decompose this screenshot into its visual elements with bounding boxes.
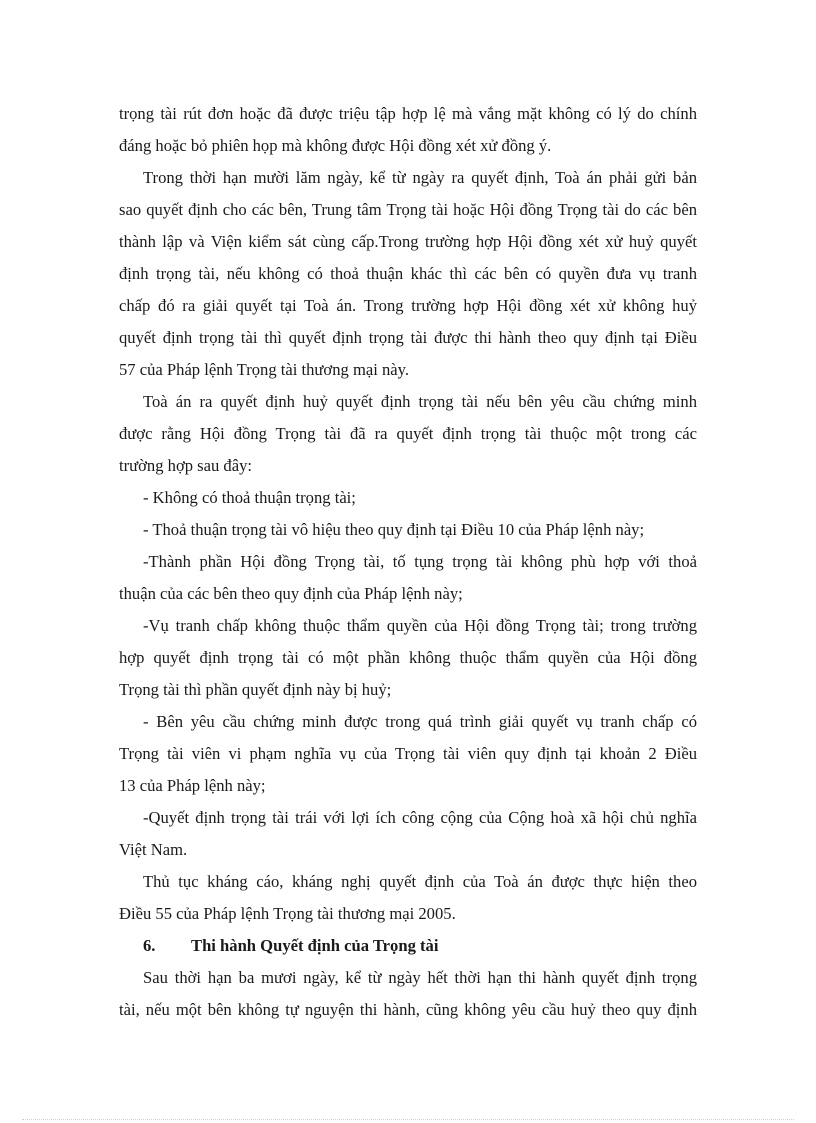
paragraph-line: đáng hoặc bỏ phiên họp mà không được Hội đồng xét xử đồng ý. [119, 136, 552, 155]
section-title: Thi hành Quyết định của Trọng tài [191, 936, 439, 955]
section-heading [119, 936, 697, 956]
list-item-line: -Vụ tranh chấp không thuộc thẩm quyền của Hội đồng Trọng tài; trong trường [143, 616, 697, 635]
paragraph-line: Thủ tục kháng cáo, kháng nghị quyết định của Toà án được thực hiện theo [143, 872, 697, 891]
paragraph-line: thành lập và Viện kiểm sát cùng cấp.Trong trường hợp Hội đồng xét xử huỷ quyết [119, 232, 697, 251]
page-bottom-border [22, 1119, 794, 1120]
section-number: 6. [143, 936, 156, 955]
list-item-line: hợp quyết định trọng tài có một phần không thuộc thẩm quyền của Hội đồng [119, 648, 697, 667]
paragraph-line: định trọng tài, nếu không có thoả thuận khác thì các bên có quyền đưa vụ tranh [119, 264, 697, 283]
paragraph-line: 57 của Pháp lệnh Trọng tài thương mại này. [119, 360, 410, 379]
paragraph-line: trường hợp sau đây: [119, 456, 253, 475]
list-item-line: - Không có thoả thuận trọng tài; [143, 488, 356, 507]
list-item-line: Việt Nam. [119, 840, 188, 859]
list-item-line: -Quyết định trọng tài trái với lợi ích công cộng của Cộng hoà xã hội chủ nghĩa [143, 808, 697, 827]
paragraph-line: Điều 55 của Pháp lệnh Trọng tài thương mại 2005. [119, 904, 456, 923]
paragraph-line: trọng tài rút đơn hoặc đã được triệu tập hợp lệ mà vắng mặt không có lý do chính [119, 104, 697, 123]
list-item-line: Trọng tài thì phần quyết định này bị huỷ; [119, 680, 392, 699]
list-item-line: Trọng tài viên vi phạm nghĩa vụ của Trọng tài viên quy định tại khoản 2 Điều [119, 744, 697, 763]
paragraph-line: Sau thời hạn ba mươi ngày, kể từ ngày hết thời hạn thi hành quyết định trọng [143, 968, 697, 987]
paragraph-line: Trong thời hạn mười lăm ngày, kể từ ngày ra quyết định, Toà án phải gửi bản [143, 168, 697, 187]
paragraph-line: tài, nếu một bên không tự nguyện thi hành, cũng không yêu cầu huỷ theo quy định [119, 1000, 697, 1019]
paragraph-line: chấp đó ra giải quyết tại Toà án. Trong trường hợp Hội đồng xét xử không huỷ [119, 296, 697, 315]
list-item-line: 13 của Pháp lệnh này; [119, 776, 266, 795]
list-item-line: -Thành phần Hội đồng Trọng tài, tố tụng trọng tài không phù hợp với thoả [143, 552, 697, 571]
paragraph-line: quyết định trọng tài thì quyết định trọng tài được thi hành theo quy định tại Điều [119, 328, 697, 347]
paragraph-line: được rằng Hội đồng Trọng tài đã ra quyết định trọng tài thuộc một trong các [119, 424, 697, 443]
paragraph-line: Toà án ra quyết định huỷ quyết định trọng tài nếu bên yêu cầu chứng minh [143, 392, 697, 411]
list-item-line: - Bên yêu cầu chứng minh được trong quá trình giải quyết vụ tranh chấp có [143, 712, 697, 731]
list-item-line: - Thoả thuận trọng tài vô hiệu theo quy định tại Điều 10 của Pháp lệnh này; [143, 520, 645, 539]
paragraph-line: sao quyết định cho các bên, Trung tâm Trọng tài hoặc Hội đồng Trọng tài do các bên [119, 200, 697, 219]
list-item-line: thuận của các bên theo quy định của Pháp lệnh này; [119, 584, 463, 603]
